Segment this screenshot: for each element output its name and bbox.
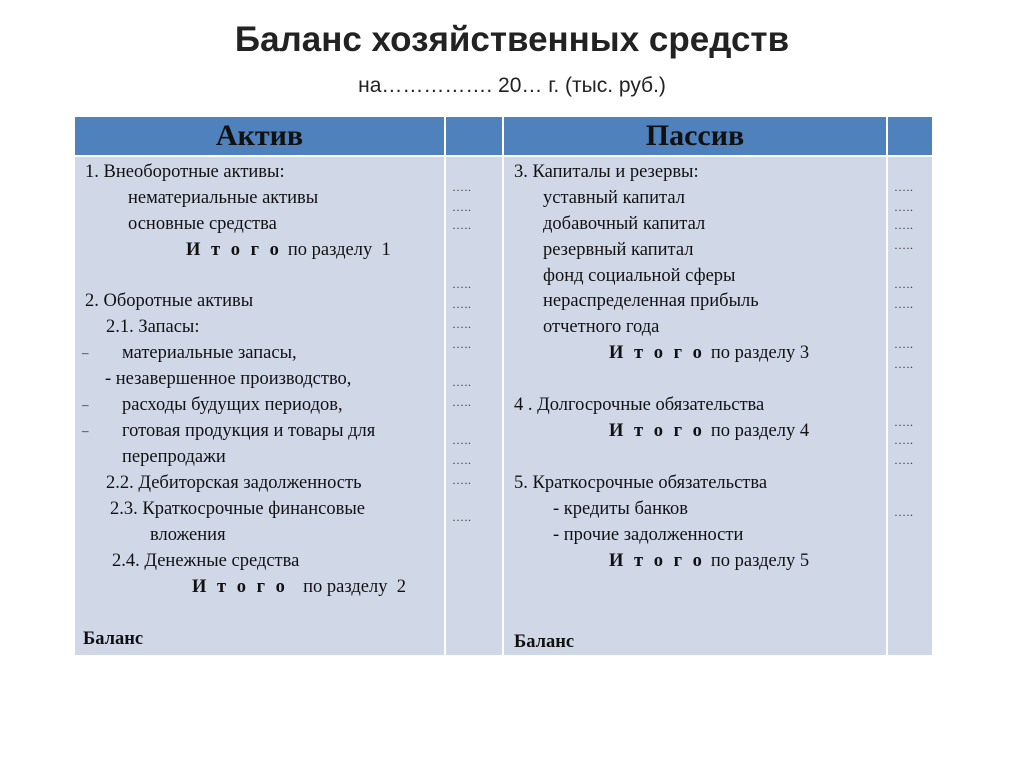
left-line: основные средства [128,214,277,234]
right-line: - кредиты банков [553,499,689,519]
list-marker: – [82,397,89,412]
header-liabilities [504,117,886,155]
header-liabilities-label: Пассив [645,119,745,152]
right-line [609,421,809,441]
right-line: добавочный капитал [543,214,706,234]
header-assets-values [446,117,502,155]
liabilities-value-placeholder: ….. [894,415,914,429]
liabilities-value-placeholder: ….. [894,453,914,467]
left-line: расходы будущих периодов, [122,395,343,415]
liabilities-value-placeholder: ….. [894,505,914,519]
right-line: 5. Краткосрочные обязательства [514,473,768,493]
right-line: резервный капитал [543,240,694,260]
list-marker: – [82,345,89,360]
left-line: вложения [150,525,226,545]
right-line: уставный капитал [543,188,685,208]
section-label: по разделу 1 [287,240,391,260]
right-line: фонд социальной сферы [543,266,736,286]
assets-value-placeholder: ….. [452,453,472,467]
right-line: 3. Капиталы и резервы: [514,162,699,182]
assets-value-placeholder: ….. [452,395,472,409]
balance-label: Баланс [83,629,144,649]
liabilities-value-placeholder: ….. [894,297,914,311]
total-label: И т о г о [609,551,705,571]
liabilities-value-placeholder: ….. [894,200,914,214]
left-line: 1. Внеоборотные активы: [85,162,285,182]
right-line: отчетного года [543,317,660,337]
liabilities-value-placeholder: ….. [894,277,914,291]
assets-value-placeholder: ….. [452,277,472,291]
left-line: 2.2. Дебиторская задолженность [106,473,362,493]
assets-value-placeholder: ….. [452,317,472,331]
header-assets-label: Актив [215,119,304,152]
total-label: И т о г о [609,421,705,441]
slide-title: Баланс хозяйственных средств [234,20,790,59]
left-line [192,577,406,597]
liabilities-value-placeholder: ….. [894,357,914,371]
left-line: 2. Оборотные активы [85,291,254,311]
assets-value-placeholder: ….. [452,473,472,487]
assets-value-placeholder: ….. [452,180,472,194]
left-line: - незавершенное производство, [105,369,352,389]
liabilities-value-placeholder: ….. [894,337,914,351]
assets-value-placeholder: ….. [452,337,472,351]
right-line: 4 . Долгосрочные обязательства [514,395,765,415]
slide-subtitle: на……………. 20… г. (тыс. руб.) [358,74,666,97]
right-line [609,343,809,363]
left-line: 2.3. Краткосрочные финансовые [110,499,365,519]
right-line: - прочие задолженности [553,525,744,545]
balance-label: Баланс [514,632,575,652]
right-line: нераспределенная прибыль [543,291,759,311]
assets-value-placeholder: ….. [452,218,472,232]
right-line [609,551,809,571]
header-assets [75,117,444,155]
left-line: 2.4. Денежные средства [112,551,300,571]
left-line [186,240,391,260]
liabilities-value-placeholder: ….. [894,180,914,194]
left-line [83,629,149,649]
liabilities-value-placeholder: ….. [894,218,914,232]
assets-value-placeholder: ….. [452,510,472,524]
section-label: по разделу 4 [710,421,810,441]
left-line: готовая продукция и товары для [122,421,376,441]
assets-value-placeholder: ….. [452,297,472,311]
total-label: И т о г о [186,240,282,260]
left-line: 2.1. Запасы: [106,317,200,337]
left-line: нематериальные активы [128,188,319,208]
assets-value-placeholder: ….. [452,433,472,447]
right-line [514,632,580,652]
list-marker: – [82,423,89,438]
assets-value-placeholder: ….. [452,375,472,389]
header-liabilities-values [888,117,932,155]
liabilities-value-placeholder: ….. [894,433,914,447]
section-label: по разделу 3 [710,343,810,363]
section-label: по разделу 2 [293,577,406,597]
left-line: перепродажи [122,447,226,467]
left-line: материальные запасы, [122,343,297,363]
assets-value-placeholder: ….. [452,200,472,214]
total-label: И т о г о [609,343,705,363]
total-label: И т о г о [192,577,288,597]
section-label: по разделу 5 [710,551,810,571]
liabilities-value-placeholder: ….. [894,238,914,252]
